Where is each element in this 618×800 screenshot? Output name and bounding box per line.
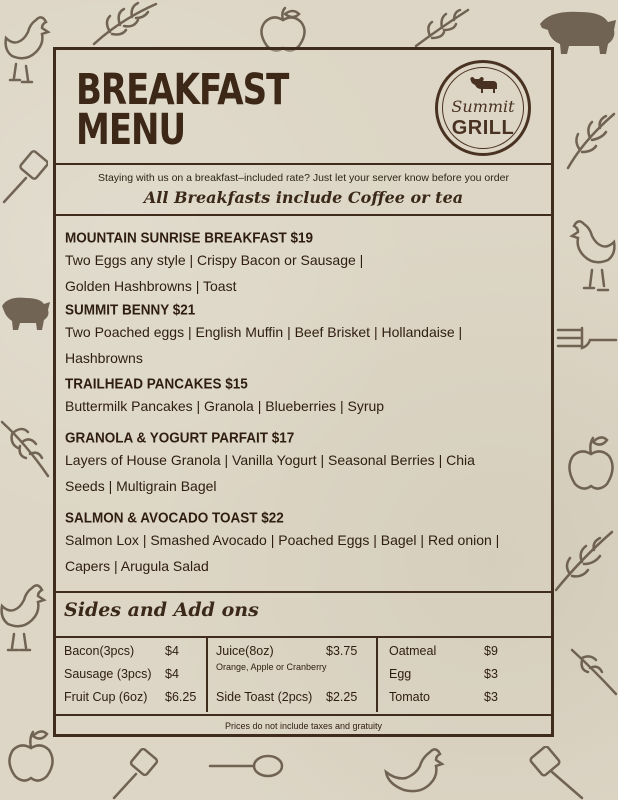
sides-title: Sides and Add ons [64, 599, 259, 621]
menu-item [65, 376, 541, 419]
menu-item [65, 510, 541, 579]
menu-item [65, 302, 541, 371]
item-description: Seeds | Multigrain Bagel [65, 478, 217, 494]
item-description: Two Eggs any style | Crispy Bacon or Sausage | [65, 252, 364, 268]
menu-item [65, 430, 541, 499]
spatula-icon [528, 746, 588, 800]
title-line-1: BREAKFAST [76, 65, 289, 115]
menu-frame [53, 47, 554, 737]
column-divider [206, 638, 208, 712]
item-description: Buttermilk Pancakes | Granola | Blueberries | Syrup [65, 398, 385, 414]
rate-note: Staying with us on a breakfast–included rate? Just let your server know before you order [98, 172, 509, 184]
pig-icon [0, 292, 50, 336]
side-item-name: Side Toast (2pcs) [216, 690, 313, 704]
juice-options: Orange, Apple or Cranberry [216, 662, 327, 672]
side-item-name: Oatmeal [389, 644, 437, 658]
item-description: Hashbrowns [65, 350, 143, 366]
side-item-name: Bacon(3pcs) [64, 644, 135, 658]
chicken-icon [384, 744, 446, 800]
divider [56, 214, 551, 216]
item-description: Capers | Arugula Salad [65, 558, 209, 574]
side-item-price: $9 [484, 644, 498, 658]
herb-sprig-icon [414, 6, 470, 48]
price-disclaimer: Prices do not include taxes and gratuity [224, 721, 383, 731]
logo-script-text: Summit [451, 97, 515, 116]
item-title: SALMON & AVOCADO TOAST $22 [65, 509, 284, 526]
side-item-price: $6.25 [165, 690, 197, 704]
spatula-icon [0, 150, 48, 206]
item-title: SUMMIT BENNY $21 [65, 301, 196, 318]
side-item-price: $2.25 [326, 690, 358, 704]
divider [56, 591, 551, 593]
divider [56, 714, 551, 716]
cow-icon [469, 75, 497, 93]
fork-icon [556, 320, 618, 364]
herb-sprig-icon [552, 528, 616, 592]
herb-sprig-icon [90, 0, 160, 46]
item-title: GRANOLA & YOGURT PARFAIT $17 [65, 429, 295, 446]
side-item-price: $4 [165, 667, 179, 681]
item-description: Salmon Lox | Smashed Avocado | Poached Eggs | Bagel | Red onion | [65, 532, 500, 548]
chicken-icon [2, 10, 54, 90]
herb-sprig-icon [564, 110, 618, 170]
chicken-icon [566, 214, 618, 302]
side-item-price: $3 [484, 667, 498, 681]
herb-sprig-icon [570, 646, 618, 696]
item-description: Layers of House Granola | Vanilla Yogurt | Seasonal Berries | Chia [65, 452, 475, 468]
menu-title [76, 65, 289, 155]
apple-icon [6, 724, 56, 790]
chicken-icon [0, 578, 50, 662]
side-item-name: Sausage (3pcs) [64, 667, 152, 681]
side-item-name: Juice(8oz) [216, 644, 274, 658]
coffee-tagline: All Breakfasts include Coffee or tea [143, 188, 464, 207]
divider [56, 163, 551, 165]
side-item-price: $3 [484, 690, 498, 704]
summit-grill-logo [435, 60, 531, 156]
side-item-price: $3.75 [326, 644, 358, 658]
herb-sprig-icon [0, 418, 52, 478]
spoon-icon [206, 752, 286, 782]
spatula-icon [108, 748, 160, 800]
apple-icon [566, 428, 616, 498]
item-title: MOUNTAIN SUNRISE BREAKFAST $19 [65, 229, 314, 246]
item-description: Two Poached eggs | English Muffin | Beef Brisket | Hollandaise | [65, 324, 463, 340]
apple-icon [258, 6, 308, 52]
side-item-name: Tomato [389, 690, 430, 704]
sides-table [56, 638, 551, 712]
side-item-price: $4 [165, 644, 179, 658]
menu-item [65, 230, 541, 299]
item-title: TRAILHEAD PANCAKES $15 [65, 375, 248, 392]
side-item-name: Fruit Cup (6oz) [64, 690, 148, 704]
logo-grill-text: GRILL [451, 117, 515, 139]
column-divider [376, 638, 378, 712]
side-item-name: Egg [389, 667, 412, 681]
title-line-2: MENU [76, 105, 186, 155]
item-description: Golden Hashbrowns | Toast [65, 278, 237, 294]
